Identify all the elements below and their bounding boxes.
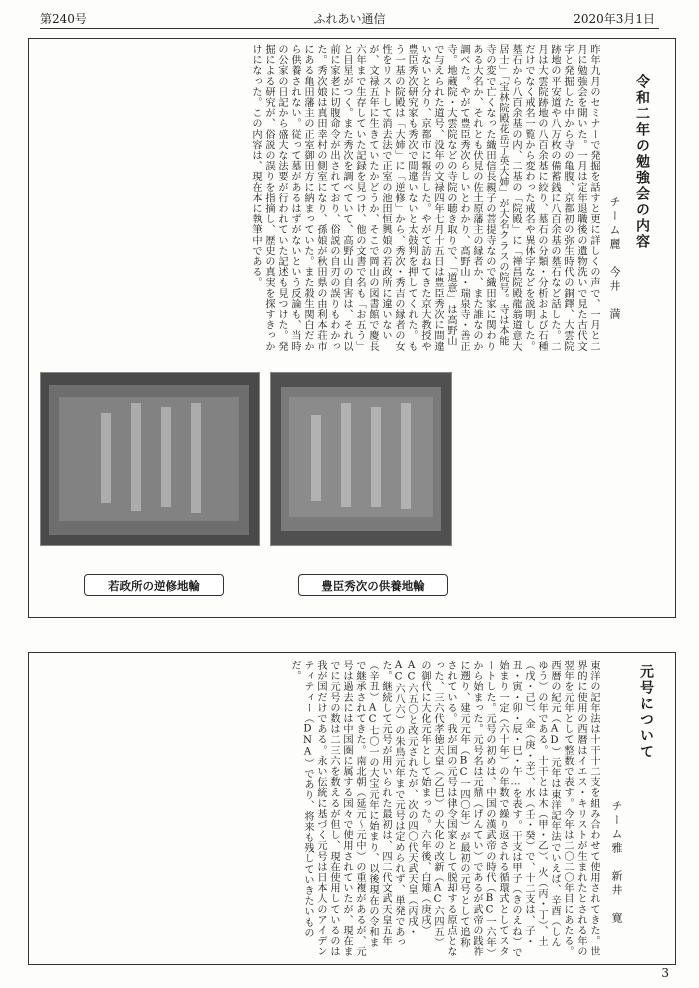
article-title: 令和二年の勉強会の内容 — [634, 74, 650, 250]
issue-number: 第240号 — [40, 12, 87, 26]
photo-left-caption: 若政所の逆修地輪 — [84, 574, 224, 596]
article2-author: チーム雅 新井 寛 — [610, 800, 623, 926]
photo-right-caption: 豊臣秀次の供養地輪 — [298, 574, 448, 596]
article-body-continued — [460, 366, 660, 612]
newsletter-title: ふれあい通信 — [313, 12, 386, 26]
header-divider — [40, 28, 659, 29]
article2-title: 元号について — [638, 664, 654, 760]
article2-body: 東洋の記年法は十干十二支を組み合わせて使用されてきた。世界的に使用の西暦はイエス・キリストが生まれたとされる年の翌年を元年として整数で表す。今年は二〇二〇年目にあたる。西暦の紀元（AD）元年は東洋記年法でいえば、辛酉（しんゆう）の年である。十干とは木（甲・乙）、火（丙・丁）、土（戊・己）、金（庚・辛）、水（壬・癸）で、十二支は、子・丑・寅・卯・辰・巳・午…を表す。干支は甲子（きのえね）で始まり一定（六十年）の年数で繰り返される循環式としてスタートした。元号の初めは、中国の漢武帝の時代（BC一六年）から始まった。元号名は元鼎（げんてい）であるが武帝の践祚に遡り、建元元年（BC一四〇年）が最初の元号として追称されている。我が国の元号は律令国家として脱却する原点となった、三六代孝徳天皇（乙巳）の大化の改新（AC六四五）の御代に大化元年として始まった。六年後、白雉（庚戌）AC六五〇と改元されたが、次の四〇代天武天皇（丙戌・AC六八六）の朱鳥元年まで元号は定められず、単発であった。継続して元号が用いられた最初は、四二代文武天皇五年（辛丑）AC七〇一の大宝元年に始まり、以後現在の令和まで継承されてきた。南北朝（延元〜元中）の重複があるが、元号は過去には中国圏に属する国々で使用されていたが、現在までに元号の数は二三六を数えるが但し、現在使用しているのは我が国だけである。永い伝統に基づく元号は日本人のアイデンティティー（DNA）であり、将来も残していきたいものだ。 — [289, 660, 599, 958]
stone-photo-right — [270, 372, 452, 546]
page-header — [40, 8, 659, 26]
stone-photo-left — [40, 372, 260, 546]
issue-date: 2020年3月1日 — [573, 12, 655, 26]
page-number: 3 — [661, 966, 669, 980]
article-body: 昨年九月のセミナーで発掘を話すと更に詳しくの声で、一月と二月に勉強会を開いた。一月は定年退職後の遺物洗いで見た古代文字と発掘した中から寺の亀腹、京都初の弥生時代の銅鐸、大雲院跡地の平安道や八万枚の備蓄銭に八百余基の墓石など話した。二月は大雲院跡地の八百余基に絞り、墓石の分類・分析および石種だけでなく戒名一覧から変わった戒名や異体字などを説明した。墓石から八百余基の内、二基の「院殿」に「禅昌院殿龍翁道意大居士」「宝林院殿花岳了英大姉」が大名クラスの院号。寺は本能寺の変で亡くなった織田信長親子の菩提寺なので織田家に関わりある大名か、それとも伏見の佐土原藩主の縁者か、また誰なのか調べた。やがて豊臣秀次らしいとわかり、高野山・瑞泉寺・善正寺。地蔵院・大雲院などの寺院の聴き取りで、「道意」は高野山で与えられた道号、没年の文禄四年七月十五日は豊臣秀次に間違いないと分り、京都市に報告した。やがて訪ねてきた京大教授や豊臣秀次研究家も秀次で間違いないと太鼓判を押してくれた。もう一基の院殿は「大姉」に「逆修」から、秀次・秀吉の縁者の女性をリストして消去法で正室の池田恒興娘の若政所に違いないが、文禄五年に生きていたかどうか、そこで岡山の図書館で慶長六年まで生存していた記録を見つけ、他の文書で名も「お五う」と目星がつく。また秀次を調べていて、高野山の自害は、それ以前に家老に切腹命令が出されており、俗説の自刃の誤りもわかった。秀次娘は真田幸村の側室になり、孫娘が秋田県の由利本荘市にある亀田藩主の正室御田方に納まっていた。また殺生関白だから供養されない。従って墓があるはずがないという反論も、当時の公家の日記から盛大な法要が行われていた記述も見つけた。発掘による研究が、俗説の誤りを指摘し、歴史の真実を探すきっかけになった。この内容は、現在本に執筆中である。 — [250, 44, 599, 352]
article-author: チーム麗 今井 満 — [608, 196, 621, 322]
